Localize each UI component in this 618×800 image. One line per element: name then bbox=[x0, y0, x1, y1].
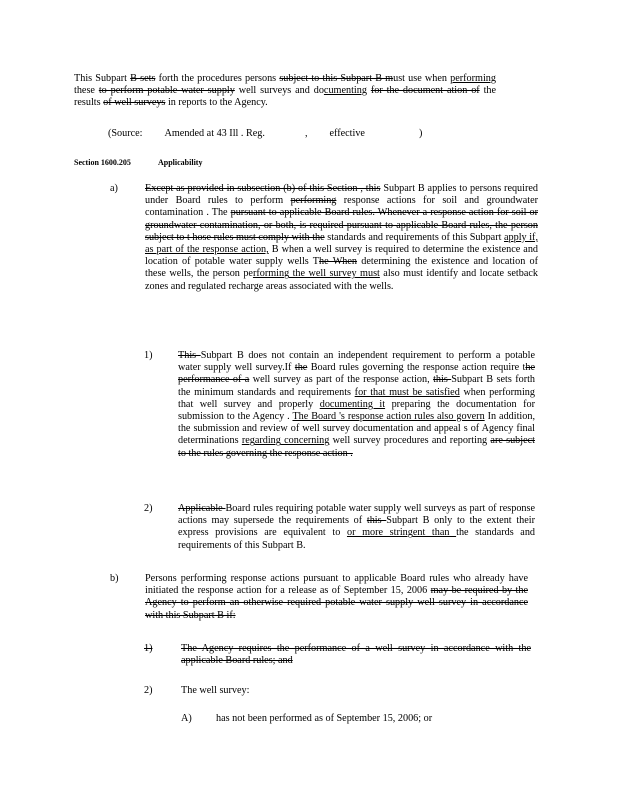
subsection-bA-text: has not been performed as of September 15, 2006; or bbox=[216, 713, 433, 724]
intro-deleted-text: subject to this Subpart B m bbox=[279, 73, 394, 84]
body-text: Subpart B does not contain an independent requirement to perform a potable water supply well survey.If bbox=[178, 350, 535, 374]
subsection-a2-label: 2) bbox=[144, 503, 153, 514]
section-title: Applicability bbox=[158, 158, 203, 167]
body-text: determining the existence and location of these wells, the person pe bbox=[145, 256, 539, 280]
intro-deleted-text: to perform potable water supply bbox=[98, 85, 235, 97]
subsection-a2-text bbox=[178, 503, 535, 552]
subsection-bA-label: A) bbox=[181, 713, 192, 724]
intro-text: ust use when bbox=[393, 73, 451, 84]
subsection-b-label: b) bbox=[110, 573, 119, 584]
subsection-a1-text bbox=[178, 350, 535, 460]
inserted-text: rforming the well survey must bbox=[252, 268, 380, 280]
body-text: when performing that well survey and properly bbox=[178, 386, 535, 410]
subsection-b1-label: 1) bbox=[144, 643, 153, 654]
subsection-b2-label: 2) bbox=[144, 685, 153, 696]
body-text: Board rules requiring potable water supply well surveys as part of response actions may supersede the requirements of bbox=[178, 503, 535, 527]
body-text: Subpart B applies to persons required under Board rules to perform bbox=[145, 183, 538, 207]
intro-text: these bbox=[74, 85, 99, 97]
body-text: Subpart B sets forth the minimum standards and requirements bbox=[178, 374, 536, 398]
body-text: well survey as part of the response action, bbox=[249, 374, 434, 386]
source-label: (Source: bbox=[108, 128, 143, 139]
intro-text: This Subpart bbox=[74, 73, 131, 84]
inserted-text: regarding concerning bbox=[241, 435, 330, 447]
intro-text: well surveys and do bbox=[234, 85, 324, 97]
source-effective: effective bbox=[329, 128, 365, 139]
subsection-b2-text: The well survey: bbox=[181, 685, 250, 696]
deleted-text: may be required by the Agency to perform an otherwise required potable water supply well survey in accordance with this Subpart B if: bbox=[145, 585, 528, 621]
body-text: standards and requirements of this Subpart bbox=[324, 231, 505, 243]
deleted-text: Except as provided in subsection (b) of this Section , this bbox=[145, 183, 381, 194]
deleted-text: he When bbox=[319, 256, 358, 268]
intro-text: the results bbox=[74, 85, 497, 109]
subsection-a-label: a) bbox=[110, 183, 118, 194]
body-text: response actions for soil and groundwater contamination . The bbox=[145, 195, 539, 219]
effective-date-blank bbox=[383, 128, 419, 140]
deleted-text: This bbox=[178, 350, 201, 361]
intro-paragraph bbox=[74, 73, 496, 110]
inserted-text: The Board 's response action rules also govern bbox=[292, 411, 485, 423]
deleted-text: this bbox=[433, 374, 452, 386]
subsection-b-text bbox=[145, 573, 528, 622]
deleted-text: are subject to the rules governing the response action . bbox=[178, 435, 535, 459]
source-amended: Amended at 43 Ill . Reg. bbox=[164, 128, 265, 139]
inserted-text: or more stringent than bbox=[346, 527, 457, 539]
subsection-a-text bbox=[145, 183, 538, 293]
body-text: well survey procedures and reporting bbox=[329, 435, 491, 447]
register-blank bbox=[265, 128, 305, 140]
body-text: Persons performing response actions pursuant to applicable Board rules who already have initiated the response action for a release as of September 15, 2006 bbox=[145, 573, 528, 597]
intro-deleted-text: for the document ation of bbox=[370, 85, 480, 97]
body-text: the standards and requirements of this Subpart B. bbox=[178, 527, 536, 551]
deleted-text: performing bbox=[290, 195, 337, 207]
body-text: In addition, the submission and review of well survey documentation and appeal s of Agency final determinations bbox=[178, 411, 535, 447]
body-text: Subpart B only to the extent their express provisions are equivalent to bbox=[178, 515, 535, 539]
deleted-text: this bbox=[366, 515, 387, 527]
intro-text: in reports to the Agency. bbox=[165, 97, 268, 109]
deleted-text: pursuant to applicable Board rules. Whenever a response action for soil or groundwater contamination, or both, is required pursuant to applicable Board rules, the person subject to t hose rules must comply with the bbox=[145, 207, 538, 243]
intro-deleted-text: B sets bbox=[130, 73, 156, 84]
body-text: preparing the documentation for submission to the Agency . bbox=[178, 398, 535, 423]
subsection-a1-label: 1) bbox=[144, 350, 153, 361]
source-close: ) bbox=[418, 128, 423, 139]
source-note: (Source: Amended at 43 Ill . Reg. , effective ) bbox=[108, 128, 423, 139]
inserted-text: for that must be satisfied bbox=[354, 386, 460, 398]
intro-text: forth the procedures persons bbox=[155, 73, 280, 84]
body-text: Board rules governing the response action require t bbox=[307, 362, 526, 374]
body-text: also must identify and locate setback zones and regulated recharge areas associated with the wells. bbox=[145, 268, 538, 292]
intro-inserted-text: performing bbox=[450, 73, 496, 84]
intro-inserted-text: cumenting bbox=[323, 85, 367, 97]
deleted-text: he performance of a bbox=[178, 362, 535, 386]
deleted-text: Applicable bbox=[178, 503, 226, 514]
subsection-b1-text: The Agency requires the performance of a well survey in accordance with the applicable Board rules; and bbox=[181, 643, 531, 667]
body-text: B when a well survey is required to determine the existence and location of potable water supply wells T bbox=[145, 244, 539, 268]
section-number: Section 1600.205 bbox=[74, 158, 131, 167]
deleted-text: the bbox=[294, 362, 308, 374]
intro-deleted-text: of well surveys bbox=[103, 97, 166, 109]
inserted-text: documenting it bbox=[319, 398, 386, 410]
inserted-text: apply if, as part of the response action, bbox=[145, 231, 539, 256]
